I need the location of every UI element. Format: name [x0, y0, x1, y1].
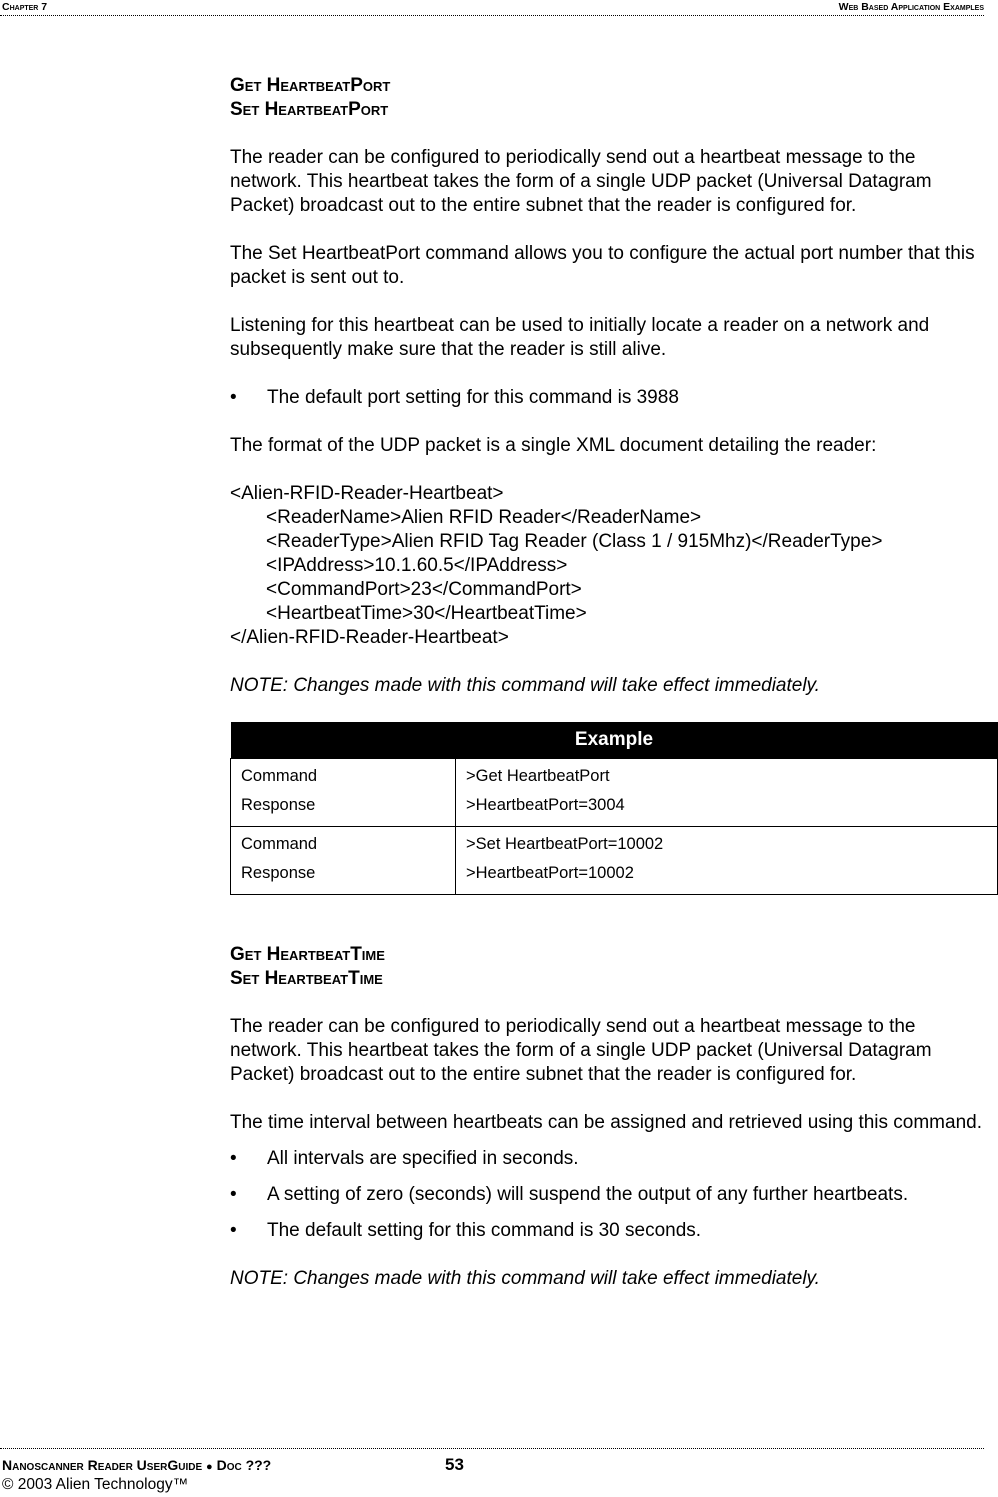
bullet-item	[230, 1183, 990, 1207]
heading-set-heartbeatport: Set HeartbeatPort	[230, 99, 389, 120]
paragraph: The reader can be configured to periodically send out a heartbeat message to the network. This heartbeat takes the form of a single UDP packet (Universal Datagram Packet) broadcast out to the entire subnet that the reader is configured for.	[230, 1016, 932, 1085]
cell-label: Command	[241, 835, 318, 853]
xml-line: <CommandPort>23</CommandPort>	[266, 579, 582, 600]
cell-label: Response	[241, 796, 316, 814]
bullet-dot-icon: •	[230, 1220, 237, 1241]
paragraph: The Set HeartbeatPort command allows you to configure the actual port number that this packet is sent out to.	[230, 243, 975, 288]
footer-copyright: © 2003 Alien Technology™	[2, 1476, 189, 1493]
footer-rule	[0, 1448, 984, 1449]
note: NOTE: Changes made with this command will take effect immediately.	[230, 675, 820, 696]
table-cell	[456, 827, 998, 895]
cell-label: Response	[241, 864, 316, 882]
footer-separator: ●	[206, 1461, 213, 1473]
example-table-header: Example	[231, 722, 998, 759]
cell-label: Command	[241, 767, 318, 785]
cell-value: >Set HeartbeatPort=10002	[466, 835, 664, 853]
paragraph: The format of the UDP packet is a single XML document detailing the reader:	[230, 435, 877, 456]
main-content	[230, 74, 990, 1291]
xml-line: <HeartbeatTime>30</HeartbeatTime>	[266, 603, 587, 624]
cell-value: >HeartbeatPort=3004	[466, 796, 625, 814]
paragraph: The reader can be configured to periodically send out a heartbeat message to the network. This heartbeat takes the form of a single UDP packet (Universal Datagram Packet) broadcast out to the entire subnet that the reader is configured for.	[230, 147, 932, 216]
note: NOTE: Changes made with this command will take effect immediately.	[230, 1268, 820, 1289]
table-cell	[231, 827, 456, 895]
bullet-text: The default port setting for this command is 3988	[267, 387, 679, 408]
heading-get-heartbeattime: Get HeartbeatTime	[230, 944, 385, 965]
bullet-text: All intervals are specified in seconds.	[267, 1148, 579, 1169]
cell-value: >HeartbeatPort=10002	[466, 864, 634, 882]
bullet-item	[230, 1219, 990, 1243]
xml-line: <ReaderName>Alien RFID Reader</ReaderName>	[266, 507, 702, 528]
cell-value: >Get HeartbeatPort	[466, 767, 610, 785]
paragraph: The time interval between heartbeats can be assigned and retrieved using this command.	[230, 1112, 982, 1133]
header-rule	[0, 15, 984, 16]
bullet-text: A setting of zero (seconds) will suspend the output of any further heartbeats.	[267, 1184, 909, 1205]
bullet-dot-icon: •	[230, 387, 237, 408]
page-header	[0, 0, 998, 16]
xml-line: <ReaderType>Alien RFID Tag Reader (Class 1 / 915Mhz)</ReaderType>	[266, 531, 883, 552]
xml-line: <IPAddress>10.1.60.5</IPAddress>	[266, 555, 568, 576]
bullet-dot-icon: •	[230, 1184, 237, 1205]
footer-doc: Doc ???	[216, 1457, 272, 1473]
heading-get-heartbeatport: Get HeartbeatPort	[230, 75, 391, 96]
bullet-text: The default setting for this command is 30 seconds.	[267, 1220, 702, 1241]
xml-line: </Alien-RFID-Reader-Heartbeat>	[230, 627, 509, 648]
example-table	[230, 722, 998, 895]
header-section: Web Based Application Examples	[838, 1, 984, 13]
header-chapter: Chapter 7	[2, 1, 48, 13]
bullet-item	[230, 386, 990, 410]
heading-set-heartbeattime: Set HeartbeatTime	[230, 968, 383, 989]
page-number: 53	[445, 1455, 464, 1474]
footer-guide-line	[2, 1457, 271, 1473]
xml-line: <Alien-RFID-Reader-Heartbeat>	[230, 483, 504, 504]
bullet-dot-icon: •	[230, 1148, 237, 1169]
xml-example	[230, 482, 990, 650]
table-row	[231, 827, 998, 895]
table-cell	[456, 759, 998, 827]
table-row	[231, 759, 998, 827]
bullet-item	[230, 1147, 990, 1171]
table-cell	[231, 759, 456, 827]
footer-guide: Nanoscanner Reader UserGuide	[2, 1457, 203, 1473]
paragraph: Listening for this heartbeat can be used to initially locate a reader on a network and subsequently make sure that the reader is still alive.	[230, 315, 930, 360]
